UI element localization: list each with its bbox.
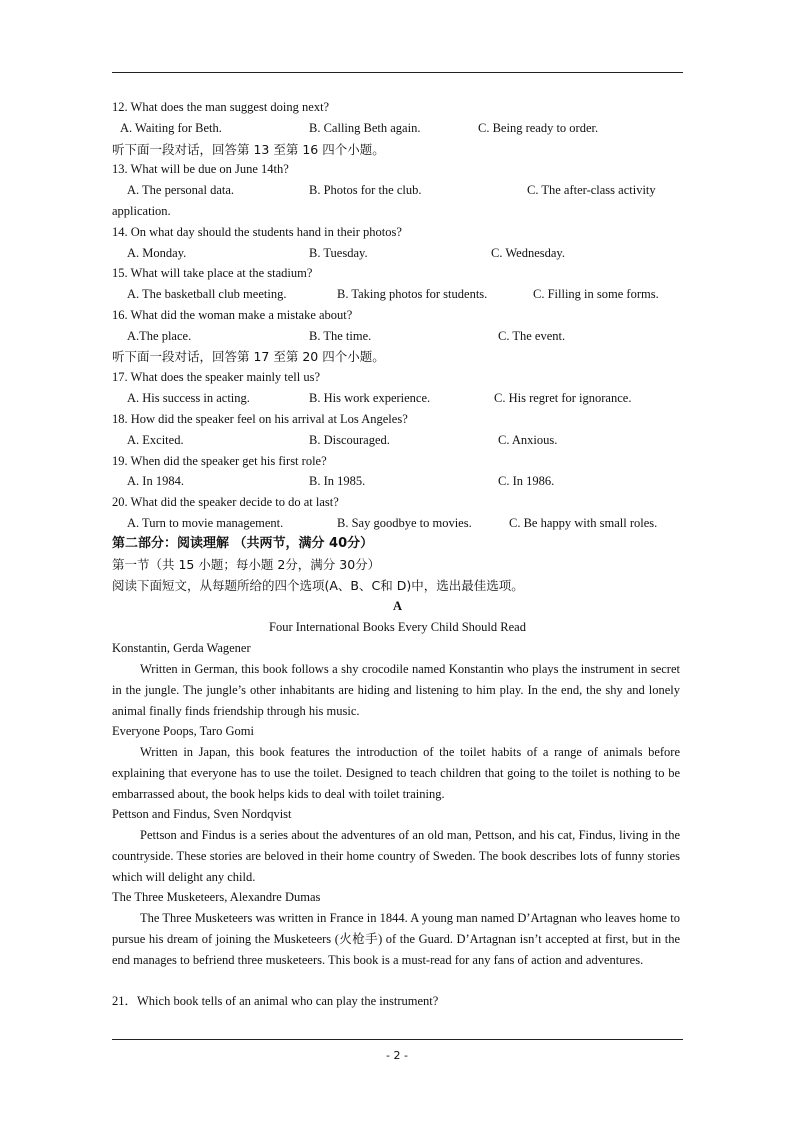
book-description: The Three Musketeers was written in France in 1844. A young man named D’Artagnan who leaves home to pursue his dream of joining the Musketeers (火枪手) of the Guard. D’Artagnan isn’t accepted at first, but in the end manages to befriend three musketeers. This book is a must-read for any fans of action and adventures.	[112, 911, 680, 967]
book-heading: Pettson and Findus, Sven Nordqvist	[112, 807, 292, 821]
q15-option-a: A. The basketball club meeting.	[127, 287, 287, 301]
q12-option-b: B. Calling Beth again.	[309, 121, 421, 135]
q20-option-c: C. Be happy with small roles.	[509, 516, 658, 530]
book-heading: Konstantin, Gerda Wagener	[112, 641, 251, 655]
part-two-title: 第二部分：阅读理解 （共两节，满分 40分）	[112, 536, 374, 551]
q19-option-c: C. In 1986.	[498, 474, 555, 488]
reading-instruction: 阅读下面短文，从每题所给的四个选项(A、B、C和 D)中，选出最佳选项。	[112, 578, 524, 593]
q14-option-a: A. Monday.	[127, 246, 187, 260]
q13-option-b: B. Photos for the club.	[309, 183, 422, 197]
book-description: Written in Japan, this book features the introduction of the toilet habits of a range of animals before explaining that everyone has to use the toilet. Designed to teach children that going to the toilet is nothing to be embarrassed about, the book helps kids to deal with toilet training.	[112, 745, 680, 801]
question-19: 19. When did the speaker get his first role?	[112, 454, 327, 468]
q14-option-c: C. Wednesday.	[491, 246, 565, 260]
passage-title: Four International Books Every Child Should Read	[269, 620, 526, 634]
q18-option-a: A. Excited.	[127, 433, 184, 447]
book-description: Pettson and Findus is a series about the adventures of an old man, Pettson, and his cat, Findus, living in the countryside. These stories are beloved in their home country of Sweden. The book describes lots of funny stories which will delight any child.	[112, 828, 680, 884]
q16-option-b: B. The time.	[309, 329, 372, 343]
q13-option-a: A. The personal data.	[127, 183, 235, 197]
q12-option-a: A. Waiting for Beth.	[120, 121, 222, 135]
q20-option-a: A. Turn to movie management.	[127, 516, 284, 530]
book-description: Written in German, this book follows a shy crocodile named Konstantin who plays the instrument in secret in the jungle. The jungle’s other inhabitants are hiding and listening to him play. In the end, the shy and lonely animal finally finds friendship through his music.	[112, 662, 680, 718]
page-number: - 2 -	[386, 1049, 408, 1062]
question-13: 13. What will be due on June 14th?	[112, 162, 289, 176]
question-12: 12. What does the man suggest doing next?	[112, 100, 330, 114]
q12-option-c: C. Being ready to order.	[478, 121, 599, 135]
q17-option-b: B. His work experience.	[309, 391, 431, 405]
q16-option-a: A.The place.	[127, 329, 192, 343]
q18-option-c: C. Anxious.	[498, 433, 558, 447]
instruction-17-20: 听下面一段对话，回答第 17 至第 20 四个小题。	[112, 349, 385, 364]
q13-option-c-continued: application.	[112, 204, 171, 218]
q14-option-b: B. Tuesday.	[309, 246, 368, 260]
q18-option-b: B. Discouraged.	[309, 433, 390, 447]
header-rule	[112, 72, 683, 73]
q20-option-b: B. Say goodbye to movies.	[337, 516, 472, 530]
q16-option-c: C. The event.	[498, 329, 566, 343]
q17-option-c: C. His regret for ignorance.	[494, 391, 632, 405]
q17-option-a: A. His success in acting.	[127, 391, 250, 405]
question-14: 14. On what day should the students hand in their photos?	[112, 225, 402, 239]
q15-option-b: B. Taking photos for students.	[337, 287, 488, 301]
question-17: 17. What does the speaker mainly tell us?	[112, 370, 321, 384]
question-18: 18. How did the speaker feel on his arrival at Los Angeles?	[112, 412, 408, 426]
q19-option-b: B. In 1985.	[309, 474, 366, 488]
book-heading: The Three Musketeers, Alexandre Dumas	[112, 890, 321, 904]
footer-rule	[112, 1039, 683, 1040]
q15-option-c: C. Filling in some forms.	[533, 287, 659, 301]
question-21: 21．Which book tells of an animal who can play the instrument?	[112, 994, 439, 1008]
question-15: 15. What will take place at the stadium?	[112, 266, 313, 280]
section-one-title: 第一节（共 15 小题；每小题 2分，满分 30分）	[112, 557, 381, 572]
q13-option-c: C. The after-class activity	[527, 183, 656, 197]
instruction-13-16: 听下面一段对话，回答第 13 至第 16 四个小题。	[112, 142, 385, 157]
book-heading: Everyone Poops, Taro Gomi	[112, 724, 254, 738]
passage-letter: A	[392, 599, 403, 613]
question-16: 16. What did the woman make a mistake about?	[112, 308, 353, 322]
q19-option-a: A. In 1984.	[127, 474, 184, 488]
question-20: 20. What did the speaker decide to do at last?	[112, 495, 339, 509]
